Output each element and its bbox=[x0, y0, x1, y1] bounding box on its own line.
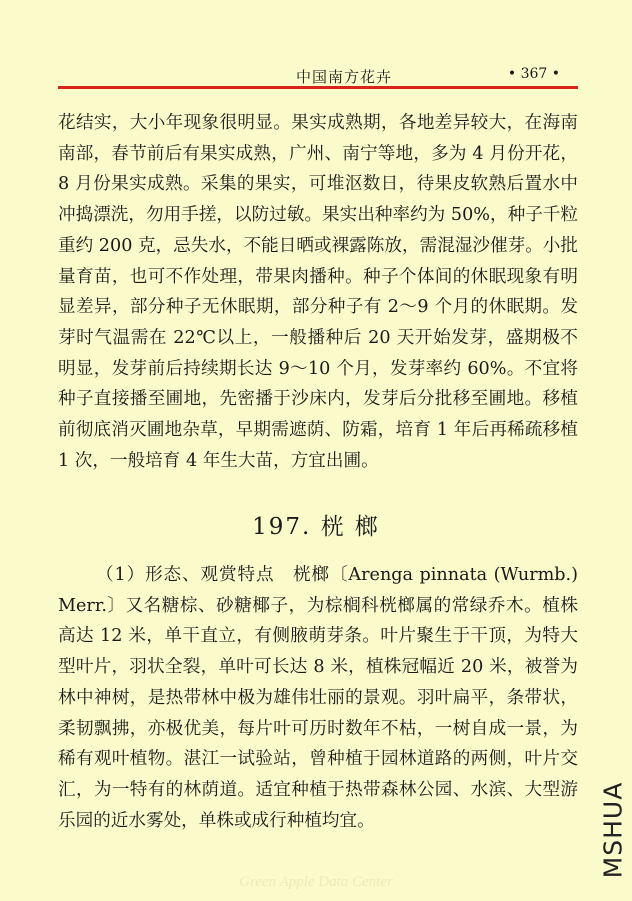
bottom-watermark: Green Apple Data Center bbox=[239, 874, 393, 890]
running-header bbox=[58, 66, 578, 86]
side-watermark bbox=[598, 770, 628, 890]
body-paragraph-morphology: （1）形态、观赏特点 桄榔〔Arenga pinnata (Wurmb.) Merr.〕又名糖棕、砂糖椰子，为棕榈科桄榔属的常绿乔木。植株高达 12 米，单干直立，有侧腋萌芽条。叶片聚生于干顶，为特大型叶片，羽状全裂，单叶可长达 8 米，植株冠幅近 20 米，被誉为林中神树，是热带林中极为雄伟壮丽的景观。羽叶扁平，条带状，柔韧飘拂，亦极优美，每片叶可历时数年不枯，一树自成一景，为稀有观叶植物。湛江一试验站，曾种植于园林道路的两侧，叶片交汇，为一特有的林荫道。适宜种植于热带森林公园、水滨、大型游乐园的近水雾处，单株或成行种植均宜。 bbox=[58, 565, 578, 831]
page-number: • 367 • bbox=[507, 66, 560, 82]
section-heading: 197. 桄 榔 bbox=[252, 514, 380, 540]
header-rule bbox=[58, 86, 578, 89]
side-watermark-text: MSHUA bbox=[598, 781, 628, 879]
book-title: 中国南方花卉 bbox=[296, 68, 393, 86]
body-paragraph-continued: 花结实，大小年现象很明显。果实成熟期，各地差异较大，在海南南部，春节前后有果实成熟，广州、南宁等地，多为 4 月份开花，8 月份果实成熟。采集的果实，可堆沤数日，待果皮软熟后置水中冲捣漂洗，勿用手搓，以防过敏。果实出种率约为 50%，种子千粒重约 200 克，忌失水，不能日晒或裸露陈放，需混湿沙催芽。小批量育苗，也可不作处理，带果肉播种。种子个体间的休眠现象有明显差异，部分种子无休眠期，部分种子有 2～9 个月的休眠期。发芽时气温需在 22℃以上，一般播种后 20 天开始发芽，盛期极不明显，发芽前后持续期长达 9～10 个月，发芽率约 60%。不宜将种子直接播至圃地，先密播于沙床内，发芽后分批移至圃地。移植前彻底消灭圃地杂草，早期需遮荫、防霜，培育 1 年后再稀疏移植 1 次，一般培育 4 年生大苗，方宜出圃。 bbox=[58, 113, 578, 471]
